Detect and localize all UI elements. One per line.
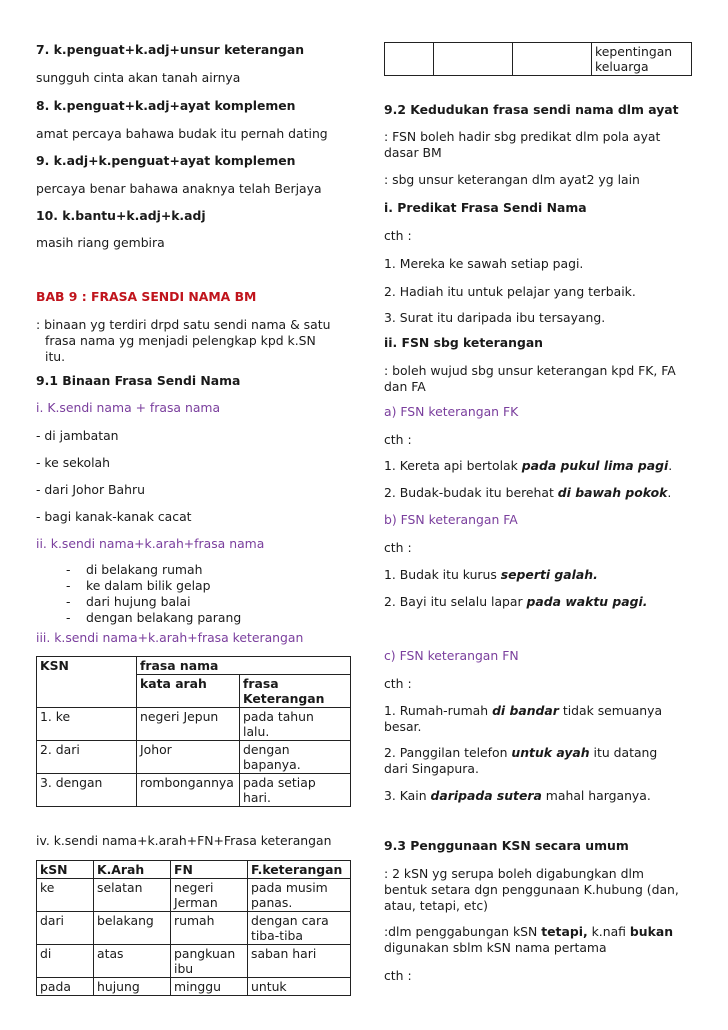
definition-line-3: itu. xyxy=(45,349,66,364)
table-header: kSN xyxy=(37,861,94,879)
table-cell: hujung xyxy=(94,978,171,996)
example-label: cth : xyxy=(384,968,412,983)
section-9-2-title: 9.2 Kedudukan frasa sendi nama dlm ayat xyxy=(384,102,679,117)
example-7: sungguh cinta akan tanah airnya xyxy=(36,70,241,85)
pattern-i-example: - bagi kanak-kanak cacat xyxy=(36,509,192,524)
table-continued xyxy=(384,42,692,76)
table-row xyxy=(37,741,351,774)
table-cell: dengan cara tiba-tiba xyxy=(248,912,351,945)
example-label: cth : xyxy=(384,540,412,555)
table-cell: Johor xyxy=(137,741,240,774)
table-cell: pada setiap hari. xyxy=(240,774,351,807)
table-header: K.Arah xyxy=(94,861,171,879)
example: besar. xyxy=(384,719,422,734)
example-8: amat percaya bahawa budak itu pernah dating xyxy=(36,126,328,141)
table-cell: pada musim panas. xyxy=(248,879,351,912)
table-row xyxy=(37,879,351,912)
example: 1. Budak itu kurus seperti galah. xyxy=(384,567,598,582)
example: 2. Bayi itu selalu lapar pada waktu pagi. xyxy=(384,594,648,609)
table-cell: untuk xyxy=(248,978,351,996)
table-header: frasa nama xyxy=(137,657,351,675)
table-cell: 3. dengan xyxy=(37,774,137,807)
table-header: KSN xyxy=(37,657,137,675)
heading-10: 10. k.bantu+k.adj+k.adj xyxy=(36,208,206,223)
paragraph: digunakan sblm kSN nama pertama xyxy=(384,940,607,955)
table-row xyxy=(37,912,351,945)
table-row xyxy=(37,861,351,879)
table-row xyxy=(37,945,351,978)
paragraph: : 2 kSN yg serupa boleh digabungkan dlm xyxy=(384,866,644,881)
list-item: - di belakang rumah xyxy=(36,562,346,578)
heading-7: 7. k.penguat+k.adj+unsur keterangan xyxy=(36,42,305,57)
example: 2. Panggilan telefon untuk ayah itu datang xyxy=(384,745,658,760)
table-cell: atas xyxy=(94,945,171,978)
example: 2. Budak-budak itu berehat di bawah pokok. xyxy=(384,485,672,500)
paragraph: atau, tetapi, etc) xyxy=(384,898,489,913)
pattern-i: i. K.sendi nama + frasa nama xyxy=(36,400,221,415)
table-cell: negeri Jepun xyxy=(137,708,240,741)
pattern-iii: iii. k.sendi nama+k.arah+frasa keterangan xyxy=(36,630,304,645)
example-label: cth : xyxy=(384,432,412,447)
table-cell: belakang xyxy=(94,912,171,945)
section-9-3-title: 9.3 Penggunaan KSN secara umum xyxy=(384,838,629,853)
section-9-1-title: 9.1 Binaan Frasa Sendi Nama xyxy=(36,373,241,388)
table-row xyxy=(37,978,351,996)
paragraph: bentuk setara dgn penggunaan K.hubung (dan, xyxy=(384,882,679,897)
table-row xyxy=(37,675,351,708)
table-cell: pada xyxy=(37,978,94,996)
table-cell: kepentingan keluarga xyxy=(592,43,692,76)
paragraph: :dlm penggabungan kSN tetapi, k.nafi bukan xyxy=(384,924,674,939)
table-cell: selatan xyxy=(94,879,171,912)
table-cell: dengan bapanya. xyxy=(240,741,351,774)
paragraph: dan FA xyxy=(384,379,426,394)
list-item: - ke dalam bilik gelap xyxy=(36,578,346,594)
table-cell: pada tahun lalu. xyxy=(240,708,351,741)
table-header: frasa Keterangan xyxy=(240,675,351,708)
table-cell: ke xyxy=(37,879,94,912)
table-header: kata arah xyxy=(137,675,240,708)
heading-9: 9. k.adj+k.penguat+ayat komplemen xyxy=(36,153,296,168)
table-cell: 1. ke xyxy=(37,708,137,741)
pattern-i-example: - di jambatan xyxy=(36,428,119,443)
subheading-ii: ii. FSN sbg keterangan xyxy=(384,335,543,350)
example: 3. Surat itu daripada ibu tersayang. xyxy=(384,310,606,325)
table-cell: dari xyxy=(37,912,94,945)
example-9: percaya benar bahawa anaknya telah Berjaya xyxy=(36,181,322,196)
table-row xyxy=(37,774,351,807)
table-cell: minggu xyxy=(171,978,248,996)
paragraph: : FSN boleh hadir sbg predikat dlm pola ayat xyxy=(384,129,661,144)
example: 1. Rumah-rumah di bandar tidak semuanya xyxy=(384,703,663,718)
paragraph: : sbg unsur keterangan dlm ayat2 yg lain xyxy=(384,172,640,187)
subheading-c: c) FSN keterangan FN xyxy=(384,648,519,663)
table-row xyxy=(385,43,692,76)
pattern-ii: ii. k.sendi nama+k.arah+frasa nama xyxy=(36,536,265,551)
table-cell: rumah xyxy=(171,912,248,945)
list-item: - dari hujung balai xyxy=(36,594,346,610)
chapter-title: BAB 9 : FRASA SENDI NAMA BM xyxy=(36,289,257,304)
table-row xyxy=(37,708,351,741)
table-header: FN xyxy=(171,861,248,879)
table-header: F.keterangan xyxy=(248,861,351,879)
paragraph: : boleh wujud sbg unsur keterangan kpd FK, FA xyxy=(384,363,676,378)
pattern-i-example: - dari Johor Bahru xyxy=(36,482,145,497)
definition-line-2: frasa nama yg menjadi pelengkap kpd k.SN xyxy=(45,333,316,348)
heading-8: 8. k.penguat+k.adj+ayat komplemen xyxy=(36,98,296,113)
subheading-a: a) FSN keterangan FK xyxy=(384,404,519,419)
table-cell: 2. dari xyxy=(37,741,137,774)
example-label: cth : xyxy=(384,228,412,243)
pattern-i-example: - ke sekolah xyxy=(36,455,110,470)
subheading-i: i. Predikat Frasa Sendi Nama xyxy=(384,200,587,215)
table-cell: di xyxy=(37,945,94,978)
example: 3. Kain daripada sutera mahal harganya. xyxy=(384,788,651,803)
pattern-ii-list xyxy=(36,562,346,626)
paragraph: dasar BM xyxy=(384,145,442,160)
table-row xyxy=(37,657,351,675)
table-cell: negeri Jerman xyxy=(171,879,248,912)
table-pattern-iv xyxy=(36,860,351,996)
example: 1. Mereka ke sawah setiap pagi. xyxy=(384,256,584,271)
example: 2. Hadiah itu untuk pelajar yang terbaik. xyxy=(384,284,636,299)
list-item: - dengan belakang parang xyxy=(36,610,346,626)
pattern-iv: iv. k.sendi nama+k.arah+FN+Frasa keterangan xyxy=(36,833,332,848)
table-cell: pangkuan ibu xyxy=(171,945,248,978)
table-pattern-iii xyxy=(36,656,351,807)
example: dari Singapura. xyxy=(384,761,479,776)
subheading-b: b) FSN keterangan FA xyxy=(384,512,518,527)
example-10: masih riang gembira xyxy=(36,235,165,250)
table-cell: rombongannya xyxy=(137,774,240,807)
definition-line-1: : binaan yg terdiri drpd satu sendi nama & satu xyxy=(36,317,331,332)
example-label: cth : xyxy=(384,676,412,691)
table-cell: saban hari xyxy=(248,945,351,978)
example: 1. Kereta api bertolak pada pukul lima pagi. xyxy=(384,458,673,473)
